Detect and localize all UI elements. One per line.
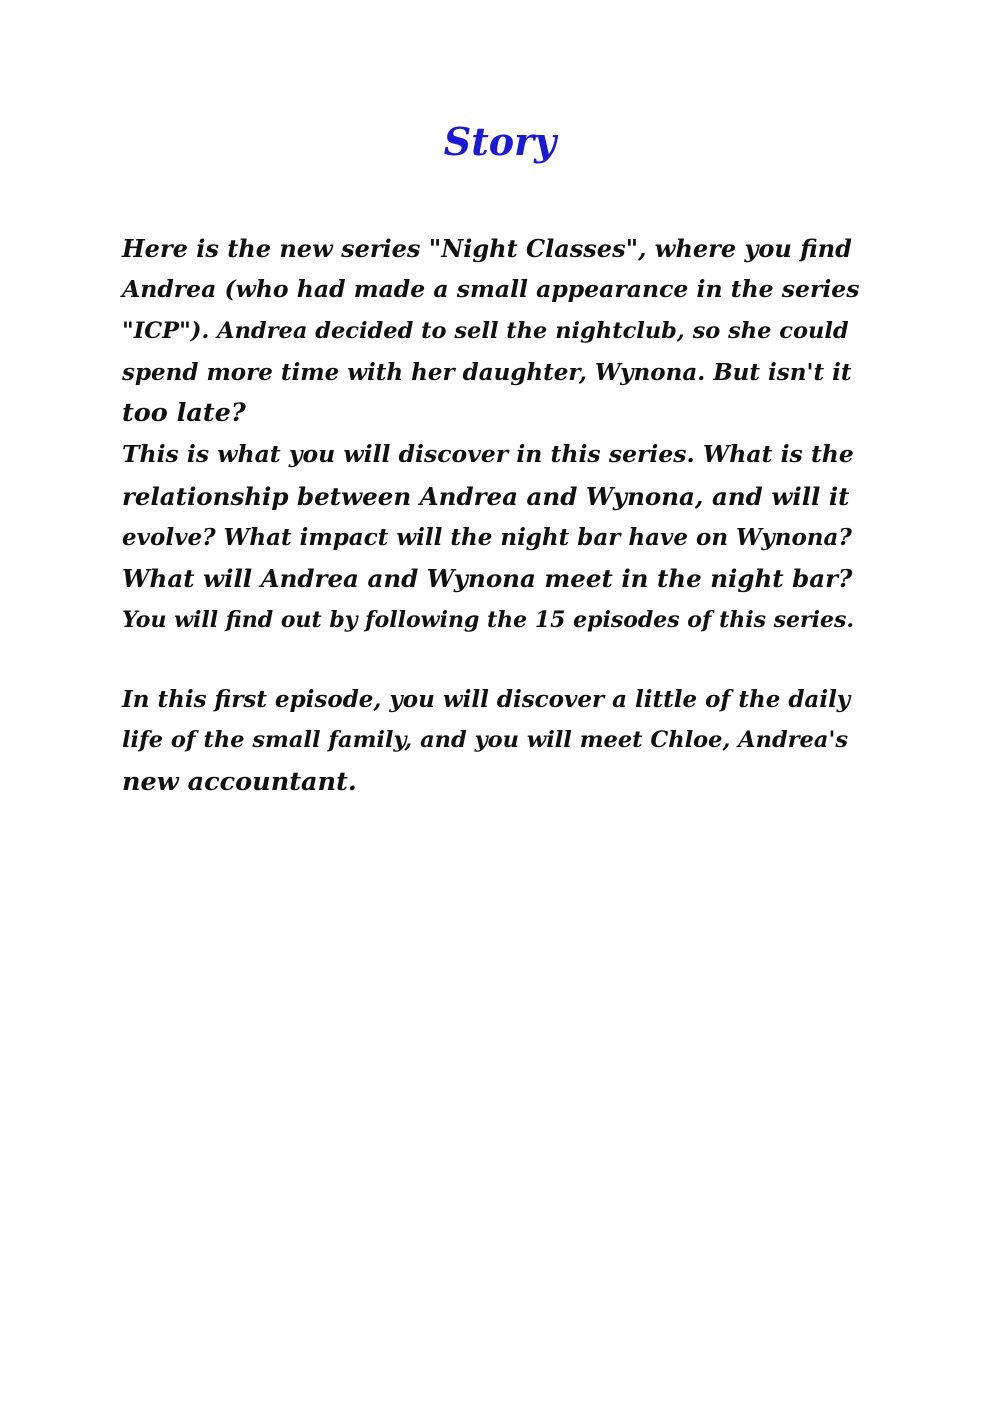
text-line: This is what you will discover in this series. What is the: [122, 440, 854, 469]
page-title: Story: [443, 119, 557, 164]
text-line: Andrea (who had made a small appearance in the series: [122, 275, 860, 304]
text-line: life of the small family, and you will meet Chloe, Andrea's: [122, 727, 849, 754]
text-line: You will find out by following the 15 episodes of this series.: [122, 606, 855, 633]
paragraph-gap: [122, 641, 862, 679]
intro-paragraph: [122, 228, 862, 641]
text-line: too late?: [122, 398, 246, 429]
text-line: new accountant.: [122, 766, 357, 797]
episode-paragraph: [122, 679, 862, 803]
text-line: What will Andrea and Wynona meet in the night bar?: [122, 564, 853, 594]
text-line: spend more time with her daughter, Wynona. But isn't it: [122, 358, 852, 386]
text-line: "ICP"). Andrea decided to sell the nightclub, so she could: [122, 317, 849, 344]
text-line: Here is the new series "Night Classes", where you find: [122, 234, 852, 263]
story-body: [122, 228, 862, 803]
text-line: evolve? What impact will the night bar have on Wynona?: [122, 524, 852, 552]
text-line: In this first episode, you will discover a little of the daily: [122, 685, 851, 713]
text-line: relationship between Andrea and Wynona, and will it: [122, 481, 850, 511]
